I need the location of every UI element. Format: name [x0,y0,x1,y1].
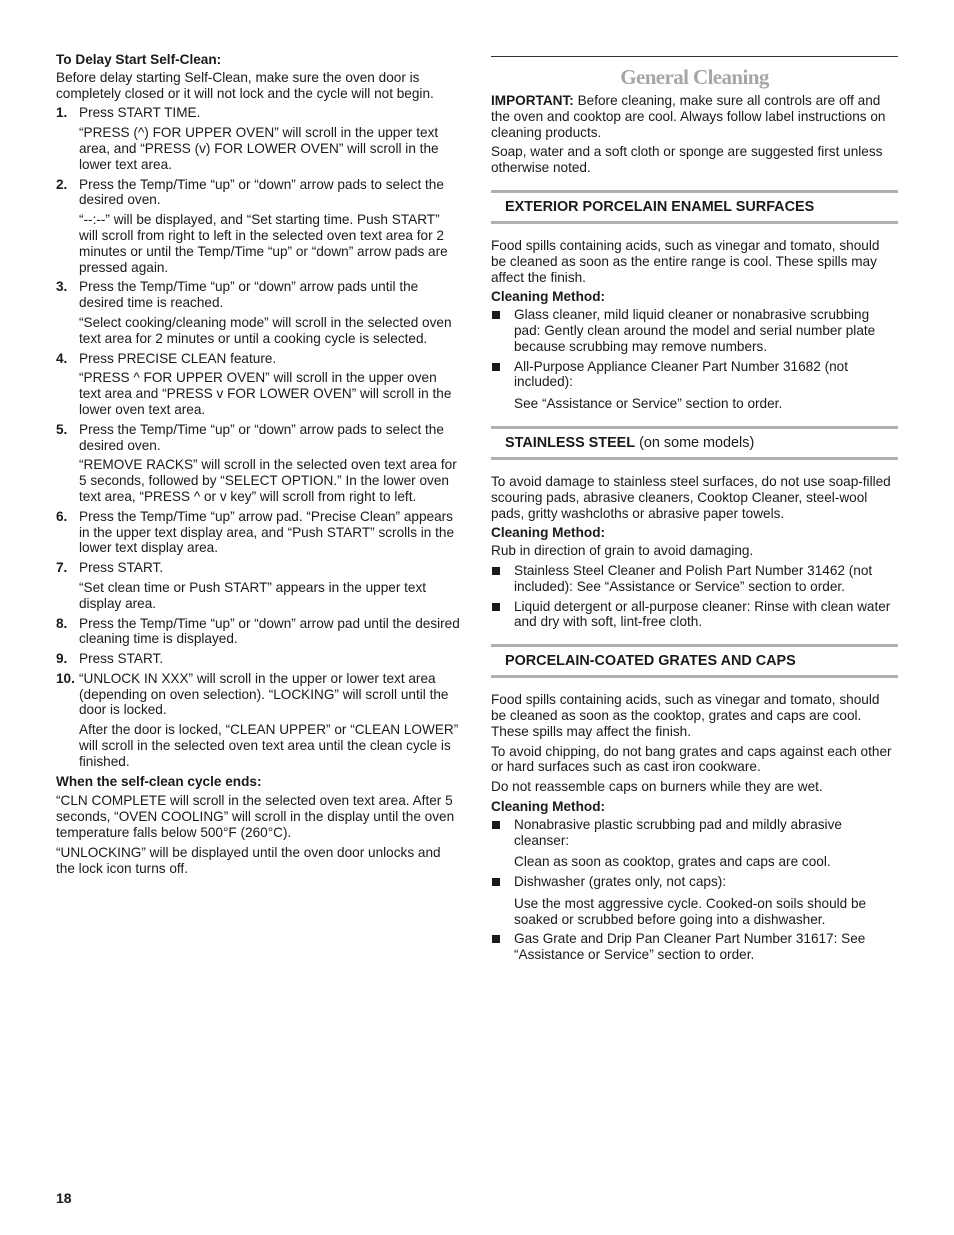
grates-method-label: Cleaning Method: [491,798,606,814]
cycle-ends-heading: When the self-clean cycle ends: [56,773,262,789]
bullet-text: Gas Grate and Drip Pan Cleaner Part Number 31617: See “Assistance or Service” section to order. [514,931,866,963]
step-item [56,509,462,556]
step-number: 9. [56,651,68,667]
exterior-section-heading [491,190,898,224]
delay-start-intro: Before delay starting Self-Clean, make sure the oven door is completely closed or it will not lock and the cycle will not begin. [56,69,434,101]
stainless-bullet-list [491,563,898,630]
stainless-heading-text: STAINLESS STEEL [505,434,636,451]
general-cleaning-title: General Cleaning [620,65,769,89]
left-column [56,52,462,880]
step-item [56,616,462,648]
step-detail: “REMOVE RACKS” will scroll in the selected oven text area for 5 seconds, followed by “SELECT OPTION.” In the lower oven text area, “PRESS ^ or v key” will scroll from right to left. [79,457,457,504]
cycle-ends-paragraph-2: “UNLOCKING” will be displayed until the oven door unlocks and the lock icon turns off. [56,844,441,876]
square-bullet-icon [492,363,500,371]
square-bullet-icon [492,603,500,611]
bullet-text: Dishwasher (grates only, not caps): [514,874,727,890]
bullet-text: Nonabrasive plastic scrubbing pad and mildly abrasive cleanser: [514,816,842,848]
square-bullet-icon [492,311,500,319]
step-detail: “PRESS ^ FOR UPPER OVEN” will scroll in the upper oven text area and “PRESS v FOR LOWER OVEN” will scroll in the lower oven text area. [79,370,452,417]
step-item [56,651,462,667]
bullet-text: Glass cleaner, mild liquid cleaner or nonabrasive scrubbing pad: Gently clean around the model and serial number plate because scrubbing may remove numbers. [514,307,876,354]
bullet-item [491,359,898,412]
important-note [491,93,898,140]
step-text: Press the Temp/Time “up” or “down” arrow pads to select the desired oven. [79,421,444,453]
square-bullet-icon [492,821,500,829]
step-detail: “Set clean time or Push START” appears in the upper text display area. [79,579,427,611]
soap-note: Soap, water and a soft cloth or sponge are suggested first unless otherwise noted. [491,144,883,176]
step-item [56,671,462,770]
exterior-bullet-list [491,307,898,412]
step-detail: “PRESS (^) FOR UPPER OVEN” will scroll in the upper text area, and “PRESS (v) FOR LOWER OVEN” will scroll in the lower text area. [79,125,439,172]
step-number: 6. [56,508,68,524]
grates-section-heading [491,644,898,678]
bullet-item [491,599,898,631]
exterior-method-label: Cleaning Method: [491,289,606,305]
bullet-detail: See “Assistance or Service” section to order. [514,396,783,412]
step-item [56,105,462,172]
step-number: 7. [56,560,68,576]
exterior-paragraph: Food spills containing acids, such as vinegar and tomato, should be cleaned as soon as the entire range is cool. These spills may affect the finish. [491,237,880,285]
bullet-item [491,307,898,354]
bullet-detail: Use the most aggressive cycle. Cooked-on soils should be soaked or scrubbed before going into a dishwasher. [514,895,867,927]
delay-start-heading: To Delay Start Self-Clean: [56,52,222,67]
bullet-text: All-Purpose Appliance Cleaner Part Number 31682 (not included): [514,358,848,390]
bullet-item [491,817,898,870]
step-detail: After the door is locked, “CLEAN UPPER” or “CLEAN LOWER” will scroll in the selected oven text area until the clean cycle is finished. [79,722,459,769]
step-text: Press the Temp/Time “up” or “down” arrow pads until the desired time is reached. [79,279,419,311]
step-detail: “Select cooking/cleaning mode” will scroll in the selected oven text area for 2 minutes or until a cooking cycle is selected. [79,314,452,346]
stainless-grain-note: Rub in direction of grain to avoid damaging. [491,543,754,559]
square-bullet-icon [492,567,500,575]
step-text: Press the Temp/Time “up” or “down” arrow pad until the desired cleaning time is displayed. [79,615,460,647]
bullet-item [491,931,898,963]
grates-paragraph-1: Food spills containing acids, such as vinegar and tomato, should be cleaned as soon as the cooktop, grates and caps are cool. These spills may affect the finish. [491,692,880,739]
step-text: “UNLOCK IN XXX” will scroll in the upper or lower text area (depending on oven selection). “LOCKING” will scroll until the door is locked. [79,670,449,718]
steps-list [56,105,462,769]
top-rule [491,56,898,57]
square-bullet-icon [492,878,500,886]
page-number: 18 [56,1190,72,1206]
step-number: 4. [56,350,68,366]
step-item [56,422,462,505]
step-text: Press START. [79,651,164,667]
right-column [491,52,898,967]
bullet-item [491,563,898,595]
important-text: Before cleaning, make sure all controls are off and the oven and cooktop are cool. Always follow label instructions on cleaning products. [491,93,886,140]
step-item [56,177,462,276]
grates-bullet-list [491,817,898,963]
stainless-paragraph: To avoid damage to stainless steel surfaces, do not use soap-filled scouring pads, abrasive cleaners, Cooktop Cleaner, steel-wool pads, gritty washcloths or abrasive paper towels. [491,473,891,521]
stainless-heading-suffix: (on some models) [635,434,755,451]
bullet-text: Liquid detergent or all-purpose cleaner: Rinse with clean water and dry with soft, lint-free cloth. [514,598,891,630]
stainless-method-label: Cleaning Method: [491,525,606,541]
step-number: 1. [56,105,68,121]
bullet-text: Stainless Steel Cleaner and Polish Part Number 31462 (not included): See “Assistance or Service” section to order. [514,562,873,594]
step-number: 2. [56,176,68,192]
exterior-heading-text: EXTERIOR PORCELAIN ENAMEL SURFACES [505,198,815,215]
step-item [56,279,462,346]
grates-paragraph-3: Do not reassemble caps on burners while they are wet. [491,779,823,795]
stainless-section-heading [491,426,898,460]
bullet-detail: Clean as soon as cooktop, grates and caps are cool. [514,854,831,870]
step-item [56,351,462,418]
bullet-item [491,874,898,927]
square-bullet-icon [492,935,500,943]
grates-heading-text: PORCELAIN-COATED GRATES AND CAPS [505,653,796,670]
step-text: Press START. [79,560,164,576]
step-text: Press the Temp/Time “up” or “down” arrow pads to select the desired oven. [79,176,444,208]
grates-paragraph-2: To avoid chipping, do not bang grates and caps against each other or hard surfaces such as cast iron cookware. [491,743,892,775]
step-number: 5. [56,421,68,437]
step-item [56,560,462,611]
cycle-ends-paragraph-1: “CLN COMPLETE will scroll in the selected oven text area. After 5 seconds, “OVEN COOLING” will scroll in the display until the oven temperature falls below 500°F (260°C). [56,793,455,841]
step-number: 3. [56,279,68,295]
step-text: Press the Temp/Time “up” arrow pad. “Precise Clean” appears in the upper text display area, and “Push START” scrolls in the lower text display area. [79,508,455,556]
step-number: 8. [56,615,68,631]
step-number: 10. [56,670,75,686]
important-label: IMPORTANT: [491,93,574,108]
step-text: Press PRECISE CLEAN feature. [79,350,277,366]
step-text: Press START TIME. [79,105,201,121]
step-detail: “--:--” will be displayed, and “Set starting time. Push START” will scroll from right to left in the selected oven text area for 2 minutes or until the Temp/Time “up” or “down” arrow pads are pressed again. [79,212,448,275]
